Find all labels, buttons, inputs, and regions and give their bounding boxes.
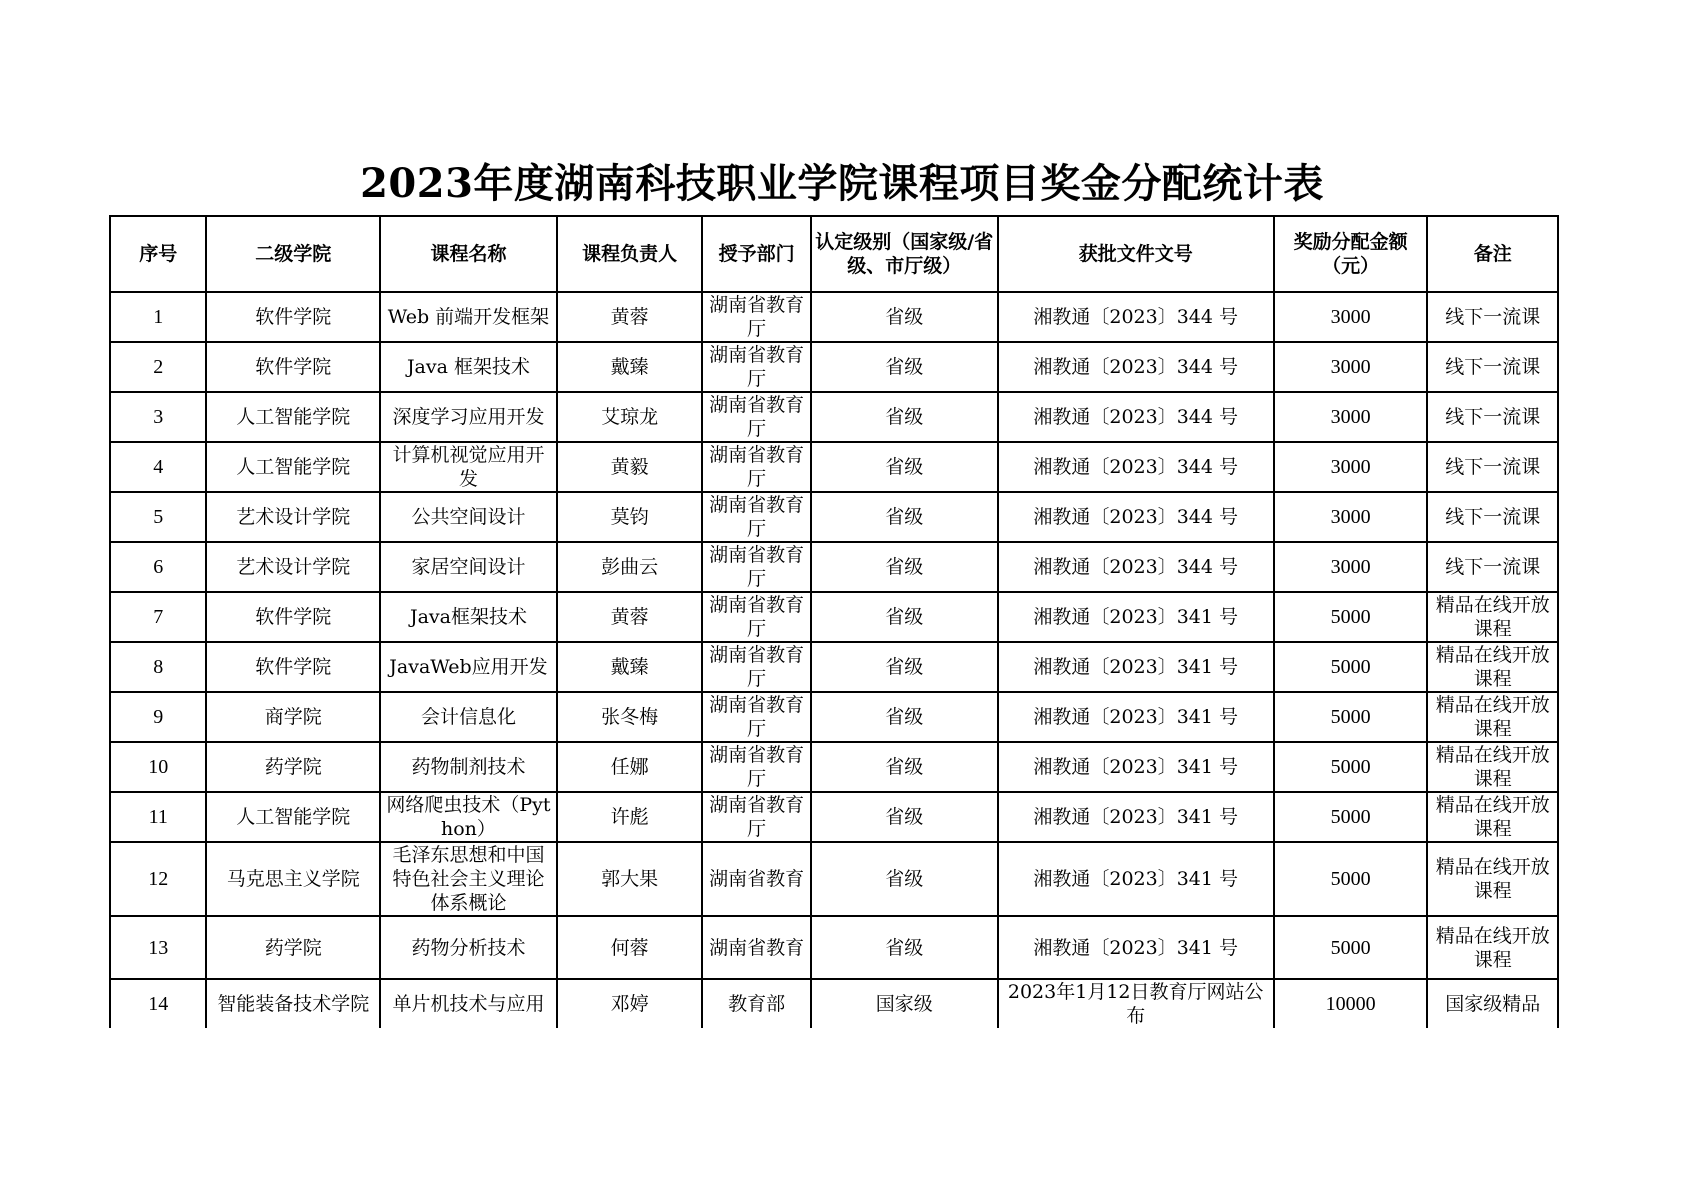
cell-leader: 任娜 <box>557 742 703 792</box>
table-row <box>110 442 1558 492</box>
cell-amount: 5000 <box>1274 742 1428 792</box>
cell-college: 软件学院 <box>206 342 380 392</box>
header-seq: 序号 <box>110 216 206 292</box>
cell-college: 艺术设计学院 <box>206 542 380 592</box>
cell-remark: 线下一流课 <box>1427 292 1558 342</box>
cell-seq: 8 <box>110 642 206 692</box>
cell-amount: 3000 <box>1274 342 1428 392</box>
cell-remark: 精品在线开放课程 <box>1427 842 1558 916</box>
cell-doc: 湘教通〔2023〕341 号 <box>998 692 1274 742</box>
cell-remark: 线下一流课 <box>1427 392 1558 442</box>
cell-amount: 5000 <box>1274 792 1428 842</box>
cell-level: 省级 <box>811 742 998 792</box>
cell-seq: 12 <box>110 842 206 916</box>
cell-seq: 13 <box>110 916 206 979</box>
cell-seq: 1 <box>110 292 206 342</box>
cell-college: 人工智能学院 <box>206 392 380 442</box>
cell-seq: 2 <box>110 342 206 392</box>
cell-amount: 5000 <box>1274 592 1428 642</box>
cell-college: 马克思主义学院 <box>206 842 380 916</box>
cell-amount: 10000 <box>1274 979 1428 1028</box>
table-row <box>110 692 1558 742</box>
cell-level: 省级 <box>811 292 998 342</box>
cell-seq: 3 <box>110 392 206 442</box>
cell-doc: 2023年1月12日教育厅网站公布 <box>998 979 1274 1028</box>
header-dept: 授予部门 <box>702 216 810 292</box>
cell-amount: 3000 <box>1274 442 1428 492</box>
header-leader: 课程负责人 <box>557 216 703 292</box>
cell-leader: 郭大果 <box>557 842 703 916</box>
cell-course: JavaWeb应用开发 <box>380 642 557 692</box>
cell-seq: 10 <box>110 742 206 792</box>
cell-doc: 湘教通〔2023〕344 号 <box>998 492 1274 542</box>
cell-remark: 精品在线开放课程 <box>1427 692 1558 742</box>
cell-doc: 湘教通〔2023〕341 号 <box>998 592 1274 642</box>
cell-course: Java 框架技术 <box>380 342 557 392</box>
cell-seq: 6 <box>110 542 206 592</box>
cell-remark: 精品在线开放课程 <box>1427 792 1558 842</box>
cell-college: 药学院 <box>206 742 380 792</box>
cell-remark: 线下一流课 <box>1427 492 1558 542</box>
cell-college: 智能装备技术学院 <box>206 979 380 1028</box>
cell-remark: 线下一流课 <box>1427 442 1558 492</box>
cell-amount: 3000 <box>1274 492 1428 542</box>
cell-course: Web 前端开发框架 <box>380 292 557 342</box>
header-remark: 备注 <box>1427 216 1558 292</box>
cell-doc: 湘教通〔2023〕344 号 <box>998 542 1274 592</box>
table-row <box>110 979 1558 1028</box>
cell-dept: 湖南省教育厅 <box>702 742 810 792</box>
cell-remark: 线下一流课 <box>1427 542 1558 592</box>
cell-amount: 5000 <box>1274 692 1428 742</box>
cell-college: 软件学院 <box>206 592 380 642</box>
cell-doc: 湘教通〔2023〕344 号 <box>998 442 1274 492</box>
cell-dept: 湖南省教育厅 <box>702 592 810 642</box>
cell-dept: 湖南省教育厅 <box>702 442 810 492</box>
table-row <box>110 842 1558 916</box>
cell-remark: 精品在线开放课程 <box>1427 642 1558 692</box>
header-college: 二级学院 <box>206 216 380 292</box>
cell-course: 深度学习应用开发 <box>380 392 557 442</box>
cell-level: 省级 <box>811 392 998 442</box>
cell-amount: 3000 <box>1274 392 1428 442</box>
cell-doc: 湘教通〔2023〕341 号 <box>998 742 1274 792</box>
cell-leader: 艾琼龙 <box>557 392 703 442</box>
cell-college: 药学院 <box>206 916 380 979</box>
award-table <box>109 215 1559 1028</box>
cell-college: 人工智能学院 <box>206 442 380 492</box>
cell-level: 省级 <box>811 916 998 979</box>
cell-course: 公共空间设计 <box>380 492 557 542</box>
cell-seq: 4 <box>110 442 206 492</box>
cell-college: 艺术设计学院 <box>206 492 380 542</box>
cell-dept: 湖南省教育厅 <box>702 542 810 592</box>
cell-college: 人工智能学院 <box>206 792 380 842</box>
cell-dept: 湖南省教育厅 <box>702 492 810 542</box>
cell-leader: 邓婷 <box>557 979 703 1028</box>
table-row <box>110 392 1558 442</box>
cell-doc: 湘教通〔2023〕341 号 <box>998 842 1274 916</box>
cell-doc: 湘教通〔2023〕344 号 <box>998 292 1274 342</box>
cell-dept: 湖南省教育厅 <box>702 692 810 742</box>
cell-college: 商学院 <box>206 692 380 742</box>
header-level: 认定级别（国家级/省级、市厅级） <box>811 216 998 292</box>
table-row <box>110 292 1558 342</box>
page-title: 2023年度湖南科技职业学院课程项目奖金分配统计表 <box>360 160 1324 207</box>
table-row <box>110 792 1558 842</box>
cell-seq: 5 <box>110 492 206 542</box>
cell-level: 国家级 <box>811 979 998 1028</box>
header-amount: 奖励分配金额（元） <box>1274 216 1428 292</box>
table-row <box>110 542 1558 592</box>
cell-dept: 教育部 <box>702 979 810 1028</box>
cell-doc: 湘教通〔2023〕344 号 <box>998 342 1274 392</box>
cell-leader: 许彪 <box>557 792 703 842</box>
cell-leader: 彭曲云 <box>557 542 703 592</box>
table-row <box>110 642 1558 692</box>
header-doc: 获批文件文号 <box>998 216 1274 292</box>
cell-course: 单片机技术与应用 <box>380 979 557 1028</box>
cell-level: 省级 <box>811 342 998 392</box>
cell-doc: 湘教通〔2023〕344 号 <box>998 392 1274 442</box>
cell-seq: 9 <box>110 692 206 742</box>
cell-course: 会计信息化 <box>380 692 557 742</box>
cell-doc: 湘教通〔2023〕341 号 <box>998 642 1274 692</box>
cell-amount: 3000 <box>1274 542 1428 592</box>
cell-dept: 湖南省教育厅 <box>702 392 810 442</box>
cell-dept: 湖南省教育厅 <box>702 342 810 392</box>
cell-leader: 戴臻 <box>557 342 703 392</box>
cell-leader: 莫钧 <box>557 492 703 542</box>
cell-seq: 7 <box>110 592 206 642</box>
table-row <box>110 742 1558 792</box>
cell-level: 省级 <box>811 442 998 492</box>
cell-course: 网络爬虫技术（Python） <box>380 792 557 842</box>
cell-dept: 湖南省教育 <box>702 916 810 979</box>
cell-level: 省级 <box>811 542 998 592</box>
cell-college: 软件学院 <box>206 292 380 342</box>
cell-course: 药物分析技术 <box>380 916 557 979</box>
cell-seq: 14 <box>110 979 206 1028</box>
cell-level: 省级 <box>811 642 998 692</box>
cell-amount: 5000 <box>1274 842 1428 916</box>
cell-course: 家居空间设计 <box>380 542 557 592</box>
cell-remark: 精品在线开放课程 <box>1427 742 1558 792</box>
cell-dept: 湖南省教育厅 <box>702 642 810 692</box>
table-row <box>110 592 1558 642</box>
cell-leader: 戴臻 <box>557 642 703 692</box>
cell-remark: 国家级精品 <box>1427 979 1558 1028</box>
cell-course: 计算机视觉应用开发 <box>380 442 557 492</box>
cell-dept: 湖南省教育厅 <box>702 292 810 342</box>
cell-leader: 黄蓉 <box>557 292 703 342</box>
cell-amount: 3000 <box>1274 292 1428 342</box>
cell-leader: 何蓉 <box>557 916 703 979</box>
cell-level: 省级 <box>811 842 998 916</box>
cell-level: 省级 <box>811 592 998 642</box>
cell-college: 软件学院 <box>206 642 380 692</box>
cell-dept: 湖南省教育厅 <box>702 792 810 842</box>
cell-leader: 黄毅 <box>557 442 703 492</box>
cell-amount: 5000 <box>1274 642 1428 692</box>
cell-level: 省级 <box>811 492 998 542</box>
header-row <box>110 216 1558 292</box>
cell-dept: 湖南省教育 <box>702 842 810 916</box>
cell-leader: 黄蓉 <box>557 592 703 642</box>
cell-doc: 湘教通〔2023〕341 号 <box>998 792 1274 842</box>
cell-amount: 5000 <box>1274 916 1428 979</box>
cell-course: 毛泽东思想和中国特色社会主义理论体系概论 <box>380 842 557 916</box>
table-row <box>110 342 1558 392</box>
cell-doc: 湘教通〔2023〕341 号 <box>998 916 1274 979</box>
cell-level: 省级 <box>811 792 998 842</box>
cell-remark: 精品在线开放课程 <box>1427 592 1558 642</box>
header-course: 课程名称 <box>380 216 557 292</box>
cell-remark: 线下一流课 <box>1427 342 1558 392</box>
cell-level: 省级 <box>811 692 998 742</box>
cell-seq: 11 <box>110 792 206 842</box>
table-row <box>110 492 1558 542</box>
table-row <box>110 916 1558 979</box>
cell-remark: 精品在线开放课程 <box>1427 916 1558 979</box>
cell-course: Java框架技术 <box>380 592 557 642</box>
cell-leader: 张冬梅 <box>557 692 703 742</box>
cell-course: 药物制剂技术 <box>380 742 557 792</box>
